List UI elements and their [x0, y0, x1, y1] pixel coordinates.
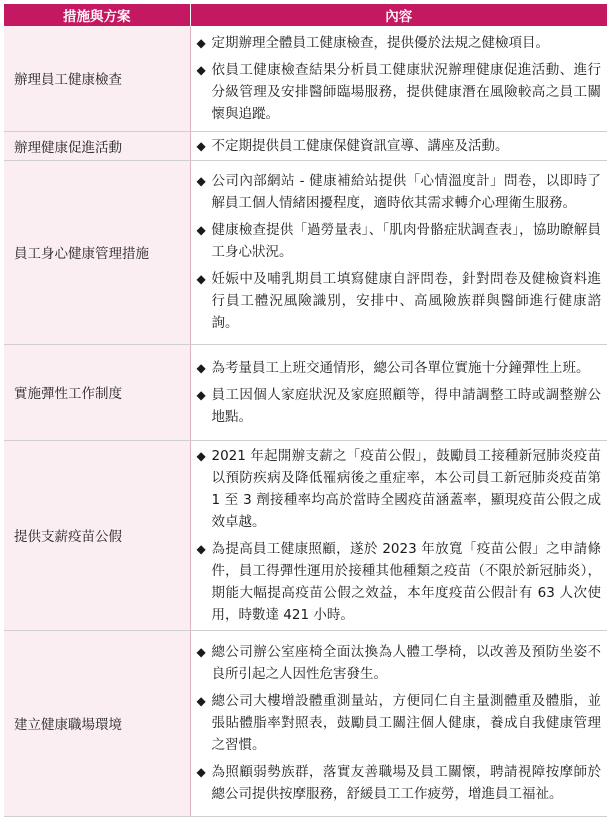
table-row: [4, 131, 607, 160]
health-measures-table: [4, 4, 607, 817]
diamond-bullet-icon: ◆: [196, 360, 206, 375]
list-item: [197, 690, 602, 756]
item-text: 不定期提供員工健康保健資訊宣導、講座及活動。: [211, 137, 509, 154]
diamond-bullet-icon: ◆: [196, 541, 206, 556]
table-row: [4, 160, 607, 344]
item-text: 為考量員工上班交通情形，總公司各單位實施十分鐘彈性上班。: [211, 359, 590, 376]
list-item: [197, 761, 602, 805]
diamond-bullet-icon: ◆: [196, 35, 206, 50]
item-text: 2021 年起開辦支薪之「疫苗公假」，鼓勵員工接種新冠肺炎疫苗以預防疾病及降低罹病後之重症率，本公司員工新冠肺炎疫苗第 1 至 3 劑接種率均高於當時全國疫苗涵蓋率，顯現疫苗公假之成效卓越。: [211, 447, 601, 530]
item-text: 為提高員工健康照顧，遂於 2023 年放寬「疫苗公假」之申請條件，員工得彈性運用於接種其他種類之疫苗（不限於新冠肺炎），期能大幅提高疫苗公假之效益，本年度疫苗公假計有 63 人次使用，時數達 421 小時。: [211, 540, 601, 623]
list-item: [197, 219, 602, 263]
item-text: 健康檢查提供「過勞量表」、「肌肉骨骼症狀調查表」，協助瞭解員工身心狀況。: [211, 222, 601, 260]
measure-content: [190, 344, 607, 440]
measure-name: 員工身心健康管理措施: [4, 160, 190, 344]
item-text: 員工因個人家庭狀況及家庭照顧等，得申請調整工時或調整辦公地點。: [211, 386, 601, 425]
table-body: [4, 26, 607, 816]
diamond-bullet-icon: ◆: [196, 765, 206, 779]
list-item: [197, 268, 602, 334]
table-row: [4, 630, 607, 816]
list-item: [197, 641, 602, 685]
item-text: 公司內部網站 - 健康補給站提供「心情溫度計」問卷，以即時了解員工個人情緒困擾程度，適時依其需求轉介心理衛生服務。: [211, 173, 601, 211]
measure-content: [190, 26, 607, 131]
diamond-bullet-icon: ◆: [196, 694, 206, 708]
table-header-row: [4, 4, 607, 26]
list-item: [197, 59, 602, 125]
list-item: [197, 357, 602, 379]
diamond-bullet-icon: ◆: [196, 448, 206, 463]
item-text: 定期辦理全體員工健康檢查，提供優於法規之健檢項目。: [211, 34, 549, 51]
diamond-bullet-icon: ◆: [196, 645, 206, 659]
item-text: 總公司大樓增設體重測量站，方便同仁自主量測體重及體脂，並張貼體脂率對照表，鼓勵員工關注個人健康，養成自我健康管理之習慣。: [211, 693, 601, 753]
diamond-bullet-icon: ◆: [196, 62, 206, 77]
measure-content: [190, 630, 607, 816]
measure-content: [190, 160, 607, 344]
header-measures: 措施與方案: [4, 4, 190, 26]
list-item: [197, 384, 602, 428]
measure-content: [190, 440, 607, 630]
item-text: 妊娠中及哺乳期員工填寫健康自評問卷，針對問卷及健檢資料進行員工體況風險識別，安排中、高風險族群與醫師進行健康諮詢。: [211, 271, 601, 331]
diamond-bullet-icon: ◆: [196, 223, 206, 237]
table-row: [4, 26, 607, 131]
list-item: [197, 445, 602, 533]
diamond-bullet-icon: ◆: [196, 174, 206, 188]
measure-name: 提供支薪疫苗公假: [4, 440, 190, 630]
measure-name: 實施彈性工作制度: [4, 344, 190, 440]
list-item: [197, 538, 602, 626]
measures-table-container: [4, 4, 607, 817]
item-text: 總公司辦公室座椅全面汰換為人體工學椅，以改善及預防坐姿不良所引起之人因性危害發生。: [211, 644, 601, 682]
table-row: [4, 344, 607, 440]
list-item: [197, 135, 602, 157]
item-text: 為照顧弱勢族群，落實友善職場及員工關懷，聘請視障按摩師於總公司提供按摩服務，舒緩員工工作疲勞，增進員工福祉。: [211, 764, 601, 802]
list-item: [197, 32, 602, 54]
diamond-bullet-icon: ◆: [196, 138, 206, 153]
item-text: 依員工健康檢查結果分析員工健康狀況辦理健康促進活動、進行分級管理及安排醫師臨場服務，提供健康潛在風險較高之員工關懷與追蹤。: [211, 61, 601, 122]
list-item: [197, 170, 602, 214]
table-row: [4, 440, 607, 630]
measure-content: [190, 131, 607, 160]
header-content: 內容: [190, 4, 607, 26]
measure-name: 建立健康職場環境: [4, 630, 190, 816]
diamond-bullet-icon: ◆: [196, 387, 206, 402]
measure-name: 辦理員工健康檢查: [4, 26, 190, 131]
diamond-bullet-icon: ◆: [196, 272, 206, 286]
measure-name: 辦理健康促進活動: [4, 131, 190, 160]
